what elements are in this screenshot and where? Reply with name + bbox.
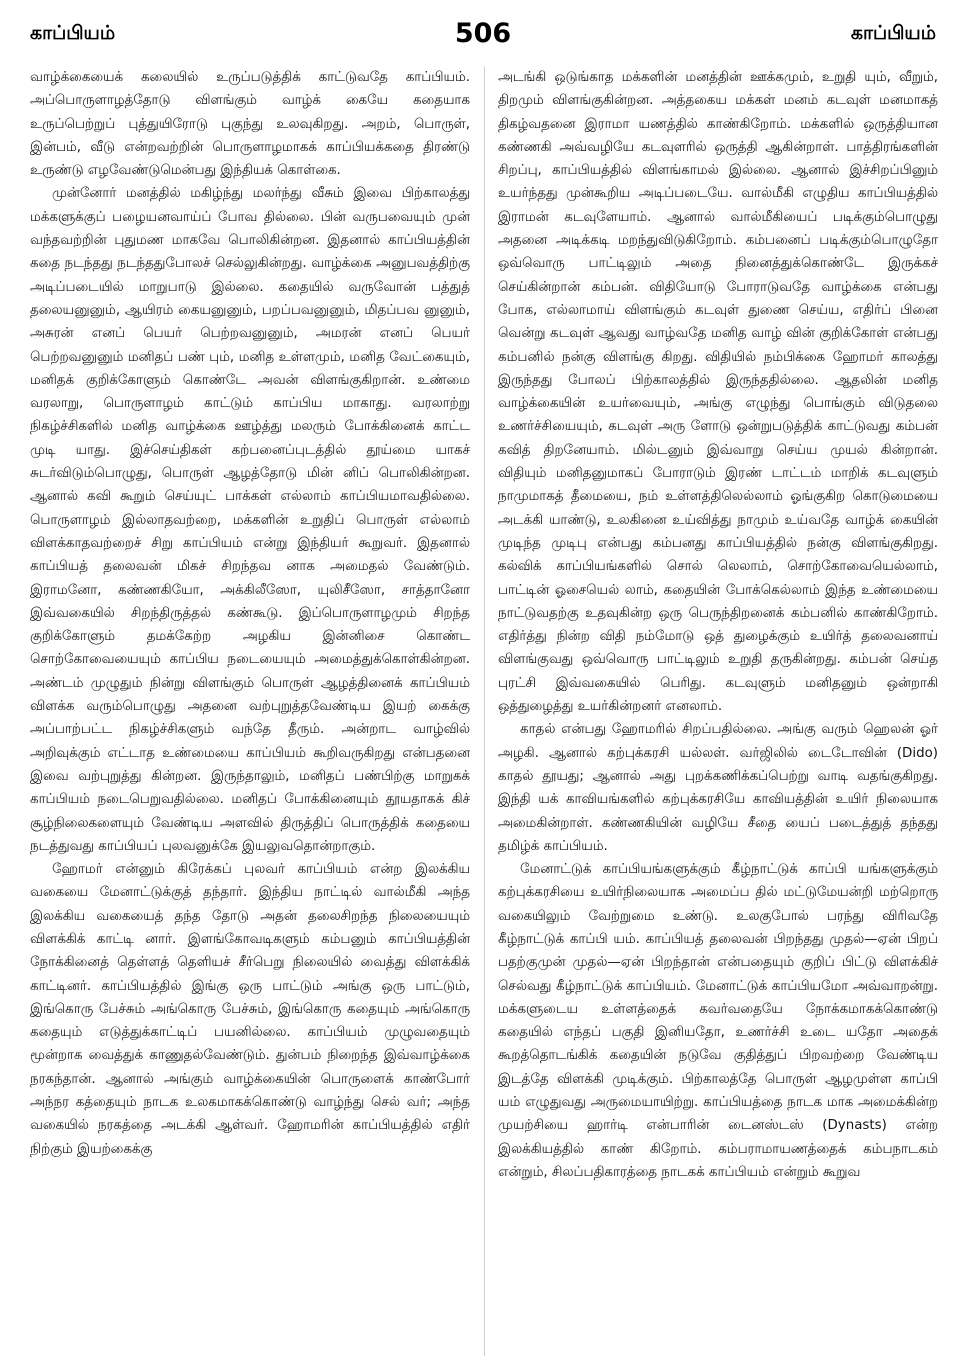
paragraph: மேனாட்டுக் காப்பியங்களுக்கும் கீழ்நாட்டுக் காப்பி யங்களுக்கும் கற்புக்கரசியை உயிர்நிலையாக அமைப்ப தில் மட்டுமேயன்றி மற்றொரு வகையிலும் வேற்றுமை உண்டு. உலகுபோல் பரந்து விரிவதே கீழ்நாட்டுக் காப்பி யம். காப்பியத் தலைவன் பிறந்தது முதல்—ஏன் பிறப் பதற்குமுன் முதல்—ஏன் பிறந்தான் என்பதையும் குறிப் பிட்டு விளக்கிச் செல்வது கீழ்நாட்டுக் காப்பியம். மேனாட்டுக் காப்பியமோ அவ்வாறன்று. மக்களுடைய உள்ளத்தைக் கவர்வதையே நோக்கமாகக்கொண்டு கதையில் எந்தப் பகுதி இனியதோ, உணர்ச்சி உடை யதோ அதைக் கூறத்தொடங்கிக் கதையின் நடுவே குதித்துப் பிறவற்றை வேண்டிய இடத்தே விளக்கி முடிக்கும். பிற்காலத்தே பொருள் ஆழமுள்ள காப்பி யம் எழுதுவது அருமையாயிற்று. காப்பியத்தை நாடக மாக அமைக்கின்ற முயற்சியை ஹார்டி என்பாரின் டைனஸ்டஸ் (Dynasts) என்ற இலக்கியத்தில் காண் கிறோம். கம்பராமாயணத்தைக் கம்பநாடகம் என்றும், சிலப்பதிகாரத்தை நாடகக் காப்பியம் என்றும் கூறுவ	[498, 862, 938, 1180]
page-number: 506	[454, 18, 512, 49]
paragraph: வாழ்க்கையைக் கலையில் உருப்படுத்திக் காட்டுவதே காப்பியம். அப்பொருளாழத்தோடு விளங்கும் வாழ்க் கையே கதையாக உருப்பெற்றுப் புத்துயிரோடு புகுந்து உலவுகிறது. அறம், பொருள், இன்பம், வீடு என்றவற்றின் பொருளாழமாகக் காப்பியக்கதை திரண்டு உருண்டு எழவேண்டுமென்பது இந்தியக் கொள்கை.	[30, 70, 470, 179]
column-divider	[484, 66, 485, 1356]
paragraph: காதல் என்பது ஹோமரில் சிறப்பதில்லை. அங்கு வரும் ஹெலன் ஓர் அழகி. ஆனால் கற்புக்கரசி யல்லள். வர்ஜிலில் டைடோவின் (Dido) காதல் தூயது; ஆனால் அது புறக்கணிக்கப்பெற்று வாடி வதங்குகிறது. இந்தி யக் காவியங்களில் கற்புக்கரசியே காவியத்தின் உயிர் நிலையாக அமைகின்றாள். கண்ணகியின் வழியே சீதை யைப் படைத்துத் தந்தது தமிழ்க் காப்பியம்.	[498, 722, 938, 854]
paragraph: ஹோமர் என்னும் கிரேக்கப் புலவர் காப்பியம் என்ற இலக்கிய வகையை மேனாட்டுக்குத் தந்தார். இந்திய நாட்டில் வால்மீகி அந்த இலக்கிய வகையைத் தந்த தோடு அதன் தலைசிறந்த நிலையையும் விளக்கிக் காட்டி னார். இளங்கோவடிகளும் கம்பனும் காப்பியத்தின் நோக்கினைத் தெள்ளத் தெளியச் சீர்பெறு நிலையில் வைத்து விளக்கிக் காட்டினர். காப்பியத்தில் இங்கு ஒரு பாட்டும் அங்கு ஒரு பாட்டும், இங்கொரு பேச்சும் அங்கொரு பேச்சும், இங்கொரு கதையும் அங்கொரு கதையும் எடுத்துக்காட்டிப் பயனில்லை. காப்பியம் முழுவதையும் மூன்றாக வைத்துக் காணுதல்வேண்டும். துன்பம் நிறைந்த இவ்வாழ்க்கை நரகந்தான். ஆனால் அங்கும் வாழ்க்கையின் பொருளைக் காண்போர் அந்நர கத்தையும் நாடக உலகமாகக்கொண்டு வாழ்ந்து செல் வர்; அந்த வகையில் நரகத்தை அடக்கி ஆள்வர். ஹோமரின் காப்பியத்தில் எதிர் நிற்கும் இயற்கைக்கு	[30, 862, 470, 1157]
running-header-right: காப்பியம்	[850, 22, 936, 44]
right-text-column	[498, 66, 938, 1356]
running-header-left: காப்பியம்	[30, 22, 116, 44]
left-text-column	[30, 66, 470, 1356]
paragraph: முன்னோர் மனத்தில் மகிழ்ந்து மலர்ந்து வீசும் இவை பிற்காலத்து மக்களுக்குப் பழையனவாய்ப் போவ தில்லை. பின் வருபவையும் முன் வந்தவற்றின் புதுமண மாகவே பொலிகின்றன. இதனால் காப்பியத்தின் கதை நடந்தது நடந்ததுபோலச் செல்லுகின்றது. வாழ்க்கை அனுபவத்திற்கு அடிப்படையில் மாறுபாடு இல்லை. கதையில் வருவோன் பத்துத் தலையனுனும், ஆயிரம் கையனுனும், பறப்பவனுனும், மிதப்பவ னுனும், அசுரன் எனப் பெயர் பெற்றவனுனும், அமரன் எனப் பெயர் பெற்றவனுனும் மனிதப் பண் பும், மனித உள்ளமும், மனித வேட்கையும், மனிதக் குறிக்கோளும் கொண்டே அவன் விளங்குகிறான். உண்மை வரலாறு, பொருளாழம் காட்டும் காப்பிய மாகாது. வரலாற்று நிகழ்ச்சிகளில் மனித வாழ்க்கை ஊழ்த்து மலரும் போக்கினைக் காட்ட முடி யாது. இச்செய்திகள் கற்பனைப்புடத்தில் தூய்மை யாகச் சுடர்விடும்பொழுது, பொருள் ஆழத்தோடு மின் னிப் பொலிகின்றன. ஆனால் கவி கூறும் செய்யுட் பாக்கள் எல்லாம் காப்பியமாவதில்லை. பொருளாழம் இல்லாதவற்றை, மக்களின் உறுதிப் பொருள் எல்லாம் விளக்காதவற்றைச் சிறு காப்பியம் என்று இந்தியர் கூறுவர். இதனால் காப்பியத் தலைவன் மிகச் சிறந்தவ னாக அமைதல் வேண்டும். இராமனோ, கண்ணகியோ, அக்கிலீஸோ, யுலிசீஸோ, சாத்தானோ இவ்வகையில் சிறந்திருத்தல் கண்கூடு. இப்பொருளாழமும் சிறந்த குறிக்கோளும் தமக்கேற்ற அழகிய இன்னிசை கொண்ட சொற்கோவையையும் காப்பிய நடையையும் அமைத்துக்கொள்கின்றன. அண்டம் முழுதும் நின்று விளங்கும் பொருள் ஆழத்தினைக் காப்பியம் விளக்க வரும்பொழுது அதனை வற்புறுத்தவேண்டிய இயற் கைக்கு அப்பாற்பட்ட நிகழ்ச்சிகளும் வந்தே தீரும். அன்றாட வாழ்வில் அறிவுக்கும் எட்டாத உண்மையை காப்பியம் கூறிவருகிறது என்பதனை இவை வற்புறுத்து கின்றன. இருந்தாலும், மனிதப் பண்பிற்கு மாறுகக் காப்பியம் நடைபெறுவதில்லை. மனிதப் போக்கினையும் தூயதாகக் கிச் சூழ்நிலைகளையும் வேண்டிய அளவில் திருத்திப் பொருத்திக் கதையை நடத்துவது காப்பியப் புலவனுக்கே இயலுவதொன்றாகும்.	[30, 186, 470, 854]
paragraph: அடங்கி ஒடுங்காத மக்களின் மனத்தின் ஊக்கமும், உறுதி யும், வீறும், திறமும் விளங்குகின்றன. அத்தகைய மக்கள் மனம் கடவுள் மனமாகத் திகழ்வதனை இராமா யணத்தில் காண்கிறோம். மக்களில் ஒருத்தியான கண்ணகி அவ்வழியே கடவுளரில் ஒருத்தி ஆகின்றாள். பாத்திரங்களின் சிறப்பு, காப்பியத்தில் விளங்காமல் இல்லை. ஆனால் இச்சிறப்பினும் உயர்ந்தது முன்கூறிய அடிப்படையே. வால்மீகி எழுதிய காப்பியத்தில் இராமன் கடவுளேயாம். ஆனால் வால்மீகியைப் படிக்கும்பொழுது அதனை அடிக்கடி மறந்துவிடுகிறோம். கம்பனைப் படிக்கும்பொழுதோ ஒவ்வொரு பாட்டிலும் அதை நினைத்துக்கொண்டே இருக்கச் செய்கின்றான் கம்பன். விதியோடு போராடுவதே வாழ்க்கை என்பது போக, எல்லாமாய் விளங்கும் கடவுள் துணை செய்ய, எதிர்ப் பினை வென்று கடவுள் ஆவது வாழ்வதே மனித வாழ் வின் குறிக்கோள் என்பது கம்பனில் நன்கு விளங்கு கிறது. விதியில் நம்பிக்கை ஹோமர் காலத்து இருந்தது போலப் பிற்காலத்தில் இருந்ததில்லை. ஆதலின் மனித வாழ்க்கையின் உயர்வையும், அங்கு எழுந்து பொங்கும் விடுதலை உணர்ச்சியையும், கடவுள் அரு ளோடு ஒன்றுபடுத்திக் காட்டுவது கம்பன் கவித் திறனேயாம். மில்டனும் இவ்வாறு செய்ய முயல் கின்றான். விதியும் மனிதனுமாகப் போராடும் இரண் டாட்டம் மாறிக் கடவுளும் நாமுமாகத் தீமையை, நம் உள்ளத்திலெல்லாம் ஓங்குகிற கொடுமையை அடக்கி யாண்டு, உலகினை உய்வித்து நாமும் உய்வதே வாழ்க் கையின் முடிந்த முடிபு என்பது கம்பனது காப்பியத்தில் நன்கு விளங்குகிறது. கல்விக் காப்பியங்களில் சொல் லெலாம், சொற்கோவையெல்லாம், பாட்டின் ஓசையெல் லாம், கதையின் போக்கெல்லாம் இந்த உண்மையை நாட்டுவதற்கு உதவுகின்ற ஒரு பெருந்திறனைக் கம்பனில் காண்கிறோம். எதிர்த்து நின்ற விதி நம்மோடு ஒத் துழைக்கும் உயிர்த் தலைவனாய் விளங்குவது ஒவ்வொரு பாட்டிலும் உறுதி தருகின்றது. கம்பன் செய்த புரட்சி இவ்வகையில் பெரிது. கடவுளும் மனிதனும் ஒன்றாகி ஒத்துழைத்து உயர்கின்றனர் எனலாம்.	[498, 70, 938, 715]
